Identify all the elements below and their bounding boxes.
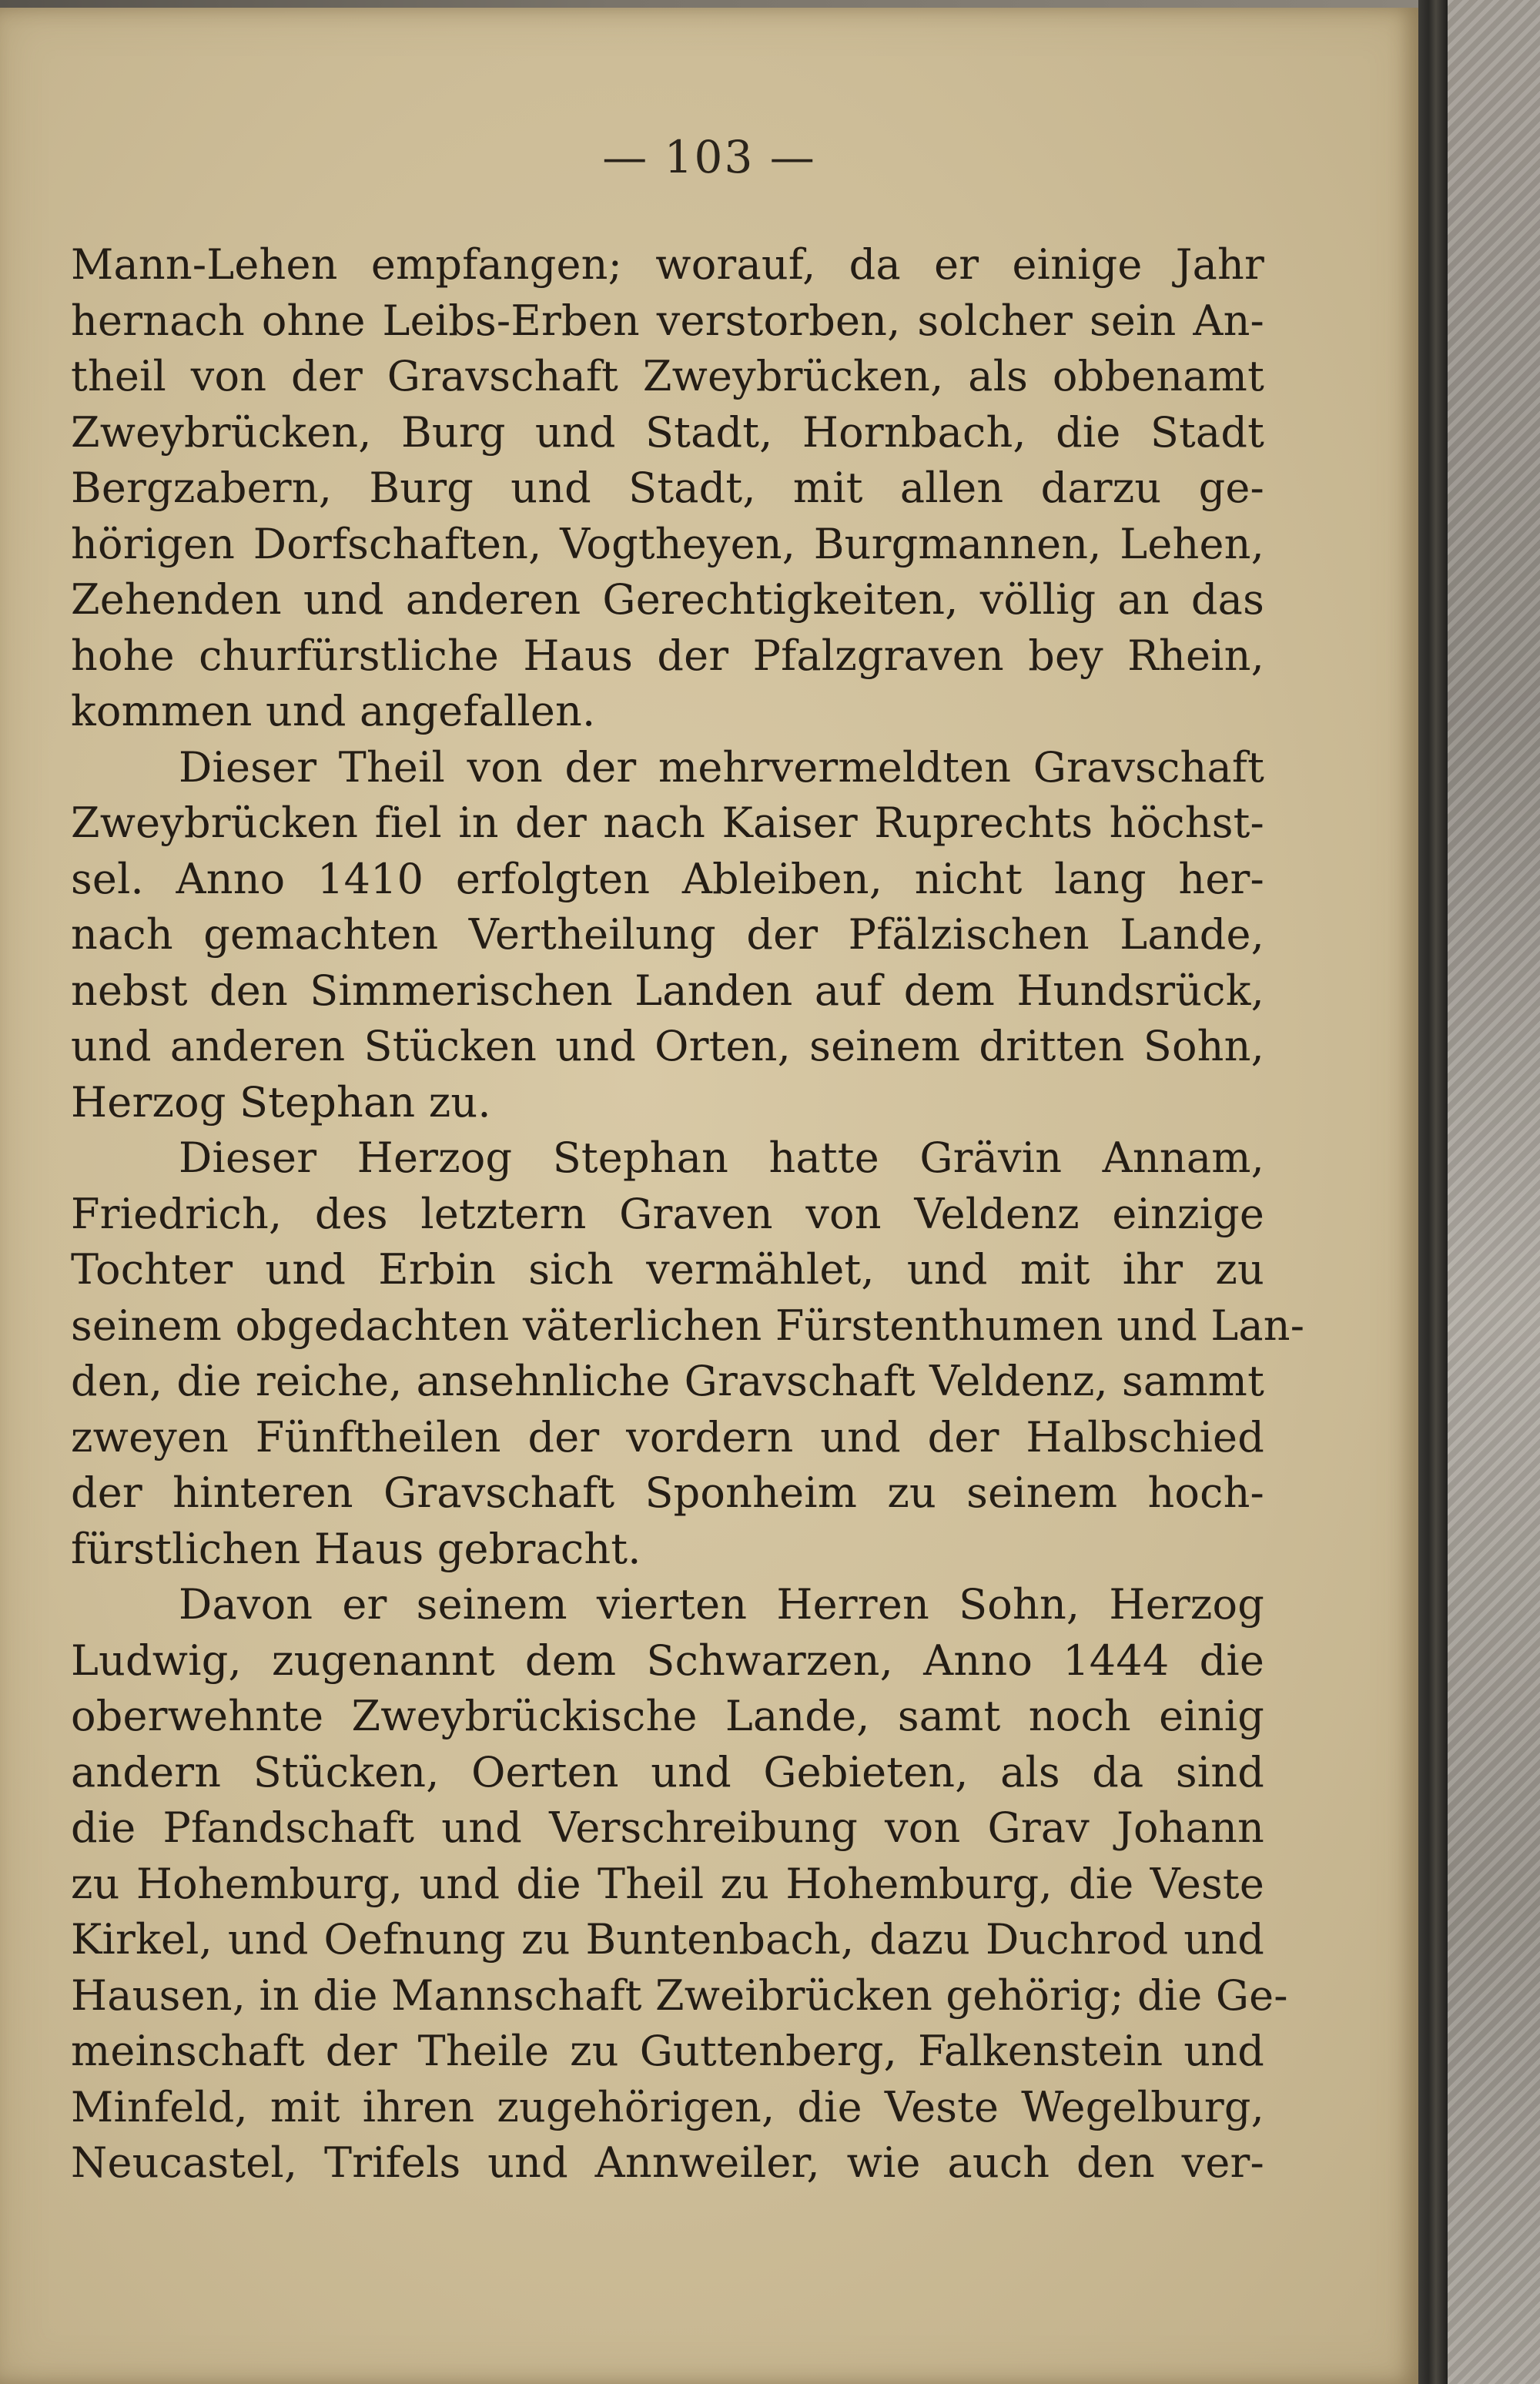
text-line: Dieser Herzog Stephan hatte Grävin Annam, bbox=[179, 1133, 1264, 1182]
book-spine-edge bbox=[1418, 0, 1448, 2384]
text-line: fürstlichen Haus gebracht. bbox=[71, 1524, 641, 1573]
text-line: zweyen Fünftheilen der vordern und der Halbschied bbox=[71, 1412, 1264, 1462]
text-line: Kirkel, und Oefnung zu Buntenbach, dazu Duchrod und bbox=[71, 1915, 1264, 1964]
text-line: der hinteren Gravschaft Sponheim zu seinem hoch- bbox=[71, 1468, 1264, 1517]
text-line: seinem obgedachten väterlichen Fürstenthumen und Lan- bbox=[71, 1301, 1305, 1350]
text-line: andern Stücken, Oerten und Gebieten, als da sind bbox=[71, 1747, 1264, 1796]
text-line: Friedrich, des letztern Graven von Veldenz einzige bbox=[71, 1189, 1264, 1238]
text-line: hohe churfürstliche Haus der Pfalzgraven bey Rhein, bbox=[71, 631, 1264, 680]
body-text bbox=[71, 237, 1305, 2191]
text-line: nebst den Simmerischen Landen auf dem Hundsrück, bbox=[71, 966, 1264, 1015]
text-line: die Pfandschaft und Verschreibung von Grav Johann bbox=[71, 1803, 1264, 1852]
text-line: meinschaft der Theile zu Guttenberg, Falkenstein und bbox=[71, 2027, 1264, 2075]
text-line: Minfeld, mit ihren zugehörigen, die Veste Wegelburg, bbox=[71, 2082, 1264, 2131]
text-line: Zweybrücken, Burg und Stadt, Hornbach, die Stadt bbox=[71, 407, 1264, 457]
text-line: hernach ohne Leibs-Erben verstorben, solcher sein An- bbox=[71, 296, 1264, 345]
text-line: Zehenden und anderen Gerechtigkeiten, völlig an das bbox=[71, 575, 1264, 624]
text-line: Herzog Stephan zu. bbox=[71, 1077, 491, 1127]
text-line: Dieser Theil von der mehrvermeldten Gravschaft bbox=[179, 742, 1264, 792]
text-line: Ludwig, zugenannt dem Schwarzen, Anno 1444 die bbox=[71, 1636, 1264, 1685]
text-line: kommen und angefallen. bbox=[71, 687, 596, 735]
text-line: Tochter und Erbin sich vermählet, und mit ihr zu bbox=[71, 1245, 1264, 1294]
text-line: Davon er seinem vierten Herren Sohn, Herzog bbox=[179, 1580, 1264, 1629]
text-line: Neucastel, Trifels und Annweiler, wie auch den ver- bbox=[71, 2138, 1264, 2187]
text-line: oberwehnte Zweybrückische Lande, samt noch einig bbox=[71, 1692, 1264, 1740]
text-line: und anderen Stücken und Orten, seinem dritten Sohn, bbox=[71, 1022, 1264, 1070]
text-line: zu Hohemburg, und die Theil zu Hohemburg, die Veste bbox=[71, 1859, 1264, 1908]
text-line: sel. Anno 1410 erfolgten Ableiben, nicht lang her- bbox=[71, 854, 1264, 903]
text-line: Bergzabern, Burg und Stadt, mit allen darzu ge- bbox=[71, 464, 1264, 512]
page-paper bbox=[0, 8, 1418, 2384]
text-line: theil von der Gravschaft Zweybrücken, als obbenamt bbox=[71, 352, 1264, 400]
text-line: Mann-Lehen empfangen; worauf, da er einige Jahr bbox=[71, 240, 1264, 289]
text-line: hörigen Dorfschaften, Vogtheyen, Burgmannen, Lehen, bbox=[71, 519, 1264, 568]
page-number: — 103 — bbox=[602, 131, 816, 183]
text-line: Zweybrücken fiel in der nach Kaiser Ruprechts höchst- bbox=[71, 799, 1264, 847]
text-line: den, die reiche, ansehnliche Gravschaft Veldenz, sammt bbox=[71, 1357, 1264, 1405]
text-line: Hausen, in die Mannschaft Zweibrücken gehörig; die Ge- bbox=[71, 1970, 1288, 2020]
book-cover-edge bbox=[1448, 0, 1540, 2384]
text-line: nach gemachten Vertheilung der Pfälzischen Lande, bbox=[71, 910, 1264, 959]
